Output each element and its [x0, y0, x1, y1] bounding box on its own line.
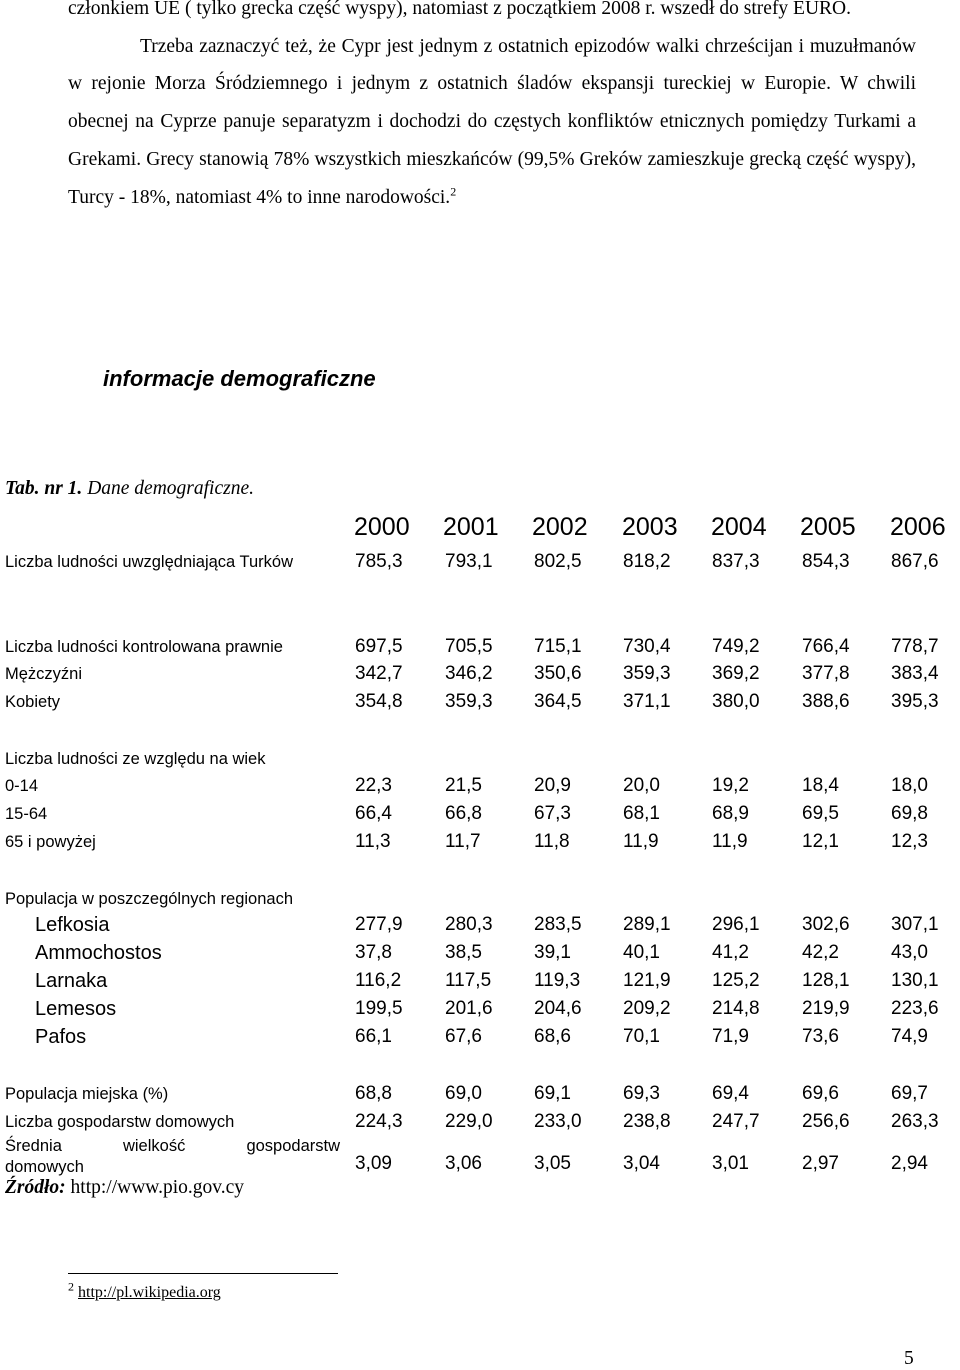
table-cell: 41,2: [712, 942, 749, 963]
row-label: [5, 1136, 340, 1178]
year-header: 2005: [800, 513, 856, 541]
row-label: Lefkosia: [35, 914, 110, 936]
row-label: 65 i powyżej: [5, 833, 96, 851]
row-label: Larnaka: [35, 970, 108, 992]
table-cell: 199,5: [355, 998, 403, 1019]
table-cell: 3,06: [445, 1153, 482, 1174]
table-caption-label: Tab. nr 1.: [5, 478, 83, 499]
table-cell: 68,8: [355, 1083, 392, 1104]
group-title-regions: [0, 885, 960, 913]
table-cell: 125,2: [712, 970, 760, 991]
table-cell: 66,4: [355, 803, 392, 824]
table-cell: 209,2: [623, 998, 671, 1019]
table-caption: [5, 478, 254, 500]
row-label: 15-64: [5, 805, 48, 823]
table-cell: 715,1: [534, 636, 582, 657]
main-paragraph-text: Trzeba zaznaczyć też, że Cypr jest jednym z ostatnich epizodów walki chrześcijan i muzułmanów w rejonie Morza Śródziemnego i jednym z ostatnich śladów ekspansji tureckiej w Europie. W chwili obecnej na Cyprze panuje separatyzm i dochodzi do częstych konfliktów etnicznych pomiędzy Turkami a Grekami. Grecy stanowią 78% wszystkich mieszkańców (99,5% Greków zamieszkuje grecką część wyspy), Turcy - 18%, natomiast 4% to inne narodowości.: [68, 35, 916, 208]
section-heading: informacje demograficzne: [103, 366, 376, 391]
table-cell: 371,1: [623, 691, 671, 712]
table-cell: 395,3: [891, 691, 939, 712]
intro-paragraph: członkiem UE ( tylko grecka część wyspy), natomiast z początkiem 2008 r. wszedł do strefy EURO.: [68, 0, 852, 19]
table-cell: 71,9: [712, 1026, 749, 1047]
table-row: [0, 800, 960, 828]
table-cell: 354,8: [355, 691, 403, 712]
table-cell: 3,01: [712, 1153, 749, 1174]
row-label: Liczba ludności uwzględniająca Turków: [5, 553, 293, 571]
table-cell: 802,5: [534, 551, 582, 572]
table-cell: 12,3: [891, 831, 928, 852]
table-cell: 342,7: [355, 663, 403, 684]
source-url: http://www.pio.gov.cy: [65, 1177, 245, 1198]
table-cell: 43,0: [891, 942, 928, 963]
table-cell: 66,8: [445, 803, 482, 824]
table-cell: 785,3: [355, 551, 403, 572]
table-cell: 68,1: [623, 803, 660, 824]
footnote-divider: [68, 1273, 338, 1274]
table-row: [0, 995, 960, 1023]
table-cell: 22,3: [355, 775, 392, 796]
year-header-row: [0, 513, 960, 541]
year-header: 2002: [532, 513, 588, 541]
table-cell: 705,5: [445, 636, 493, 657]
table-cell: 837,3: [712, 551, 760, 572]
source-line: [5, 1177, 244, 1199]
table-cell: 289,1: [623, 914, 671, 935]
table-cell: 346,2: [445, 663, 493, 684]
table-cell: 223,6: [891, 998, 939, 1019]
table-cell: 68,6: [534, 1026, 571, 1047]
table-cell: 296,1: [712, 914, 760, 935]
main-paragraph: [68, 28, 916, 217]
table-cell: 359,3: [623, 663, 671, 684]
table-row: [0, 688, 960, 716]
table-cell: 214,8: [712, 998, 760, 1019]
table-cell: 20,9: [534, 775, 571, 796]
table-cell: 121,9: [623, 970, 671, 991]
table-cell: 69,6: [802, 1083, 839, 1104]
table-cell: 238,8: [623, 1111, 671, 1132]
table-cell: 778,7: [891, 636, 939, 657]
table-cell: 12,1: [802, 831, 839, 852]
table-cell: 307,1: [891, 914, 939, 935]
table-cell: 67,3: [534, 803, 571, 824]
group-title-label: Populacja w poszczególnych regionach: [5, 890, 294, 908]
table-cell: 283,5: [534, 914, 582, 935]
year-header: 2006: [890, 513, 946, 541]
year-header: 2000: [354, 513, 410, 541]
row-label: Ammochostos: [35, 942, 162, 964]
table-cell: 247,7: [712, 1111, 760, 1132]
table-cell: 11,3: [355, 831, 391, 852]
table-cell: 364,5: [534, 691, 582, 712]
table-row: [0, 1108, 960, 1136]
table-cell: 69,8: [891, 803, 928, 824]
table-cell: 69,4: [712, 1083, 749, 1104]
table-cell: 369,2: [712, 663, 760, 684]
table-cell: 201,6: [445, 998, 493, 1019]
row-label-line1: Średnia wielkość gospodarstw: [5, 1137, 340, 1155]
page-number: 5: [904, 1348, 914, 1369]
row-label: Kobiety: [5, 693, 61, 711]
table-cell: 2,94: [891, 1153, 928, 1174]
table-cell: 11,9: [623, 831, 659, 852]
table-cell: 277,9: [355, 914, 403, 935]
table-cell: 730,4: [623, 636, 671, 657]
table-cell: 69,3: [623, 1083, 660, 1104]
table-cell: 229,0: [445, 1111, 493, 1132]
table-cell: 11,9: [712, 831, 748, 852]
table-row: [0, 772, 960, 800]
table-cell: 19,2: [712, 775, 749, 796]
table-cell: 383,4: [891, 663, 939, 684]
table-cell: 388,6: [802, 691, 850, 712]
table-cell: 280,3: [445, 914, 493, 935]
table-row: [0, 660, 960, 688]
table-cell: 766,4: [802, 636, 850, 657]
table-cell: 73,6: [802, 1026, 839, 1047]
table-cell: 233,0: [534, 1111, 582, 1132]
table-cell: 67,6: [445, 1026, 482, 1047]
table-cell: 116,2: [355, 970, 402, 991]
body-text: [68, 0, 916, 216]
year-header: 2001: [443, 513, 499, 541]
table-cell: 40,1: [623, 942, 660, 963]
table-cell: 224,3: [355, 1111, 403, 1132]
table-row: [0, 548, 960, 576]
table-cell: 302,6: [802, 914, 850, 935]
table-row: [0, 1137, 960, 1178]
table-cell: 18,0: [891, 775, 928, 796]
source-label: Źródło:: [5, 1177, 66, 1198]
table-cell: 39,1: [534, 942, 571, 963]
table-row: [0, 1080, 960, 1108]
footnote: [68, 1279, 221, 1302]
table-cell: 854,3: [802, 551, 850, 572]
table-cell: 867,6: [891, 551, 939, 572]
table-cell: 74,9: [891, 1026, 928, 1047]
table-cell: 37,8: [355, 942, 392, 963]
row-label: Lemesos: [35, 998, 117, 1020]
table-cell: 42,2: [802, 942, 839, 963]
table-row: [0, 939, 960, 967]
footnote-ref[interactable]: 2: [450, 184, 457, 199]
table-cell: 263,3: [891, 1111, 939, 1132]
table-cell: 3,04: [623, 1153, 660, 1174]
table-cell: 69,5: [802, 803, 839, 824]
table-cell: 21,5: [445, 775, 482, 796]
row-label-line2: domowych: [5, 1158, 84, 1176]
row-label: Liczba gospodarstw domowych: [5, 1113, 235, 1131]
table-cell: 20,0: [623, 775, 660, 796]
table-row: [0, 1023, 960, 1051]
row-label: 0-14: [5, 777, 39, 795]
table-cell: 70,1: [623, 1026, 660, 1047]
table-cell: 69,7: [891, 1083, 928, 1104]
table-cell: 204,6: [534, 998, 582, 1019]
table-cell: 749,2: [712, 636, 760, 657]
table-cell: 119,3: [534, 970, 581, 991]
footnote-link[interactable]: http://pl.wikipedia.org: [78, 1284, 221, 1301]
row-label: Mężczyźni: [5, 665, 83, 683]
table-cell: 38,5: [445, 942, 482, 963]
table-cell: 2,97: [802, 1153, 839, 1174]
table-cell: 68,9: [712, 803, 749, 824]
table-cell: 18,4: [802, 775, 839, 796]
table-row: [0, 633, 960, 661]
table-cell: 359,3: [445, 691, 493, 712]
table-cell: 11,8: [534, 831, 570, 852]
table-cell: 350,6: [534, 663, 582, 684]
table-cell: 697,5: [355, 636, 403, 657]
row-label: Liczba ludności kontrolowana prawnie: [5, 638, 283, 656]
table-cell: 69,1: [534, 1083, 571, 1104]
row-label: Pafos: [35, 1026, 87, 1048]
table-row: [0, 967, 960, 995]
table-cell: 128,1: [802, 970, 850, 991]
footnote-number: 2: [68, 1279, 74, 1294]
table-row: [0, 828, 960, 856]
table-cell: 793,1: [445, 551, 493, 572]
row-label: Populacja miejska (%): [5, 1085, 169, 1103]
table-cell: 3,05: [534, 1153, 571, 1174]
table-cell: 818,2: [623, 551, 671, 572]
year-header: 2003: [622, 513, 678, 541]
table-cell: 130,1: [891, 970, 939, 991]
group-title-age: [0, 745, 960, 773]
group-title-label: Liczba ludności ze względu na wiek: [5, 750, 266, 768]
table-caption-text: Dane demograficzne.: [82, 478, 254, 499]
table-row: [0, 911, 960, 939]
table-cell: 11,7: [445, 831, 481, 852]
table-cell: 3,09: [355, 1153, 392, 1174]
year-header: 2004: [711, 513, 767, 541]
table-cell: 377,8: [802, 663, 850, 684]
table-cell: 219,9: [802, 998, 850, 1019]
table-cell: 66,1: [355, 1026, 392, 1047]
table-cell: 380,0: [712, 691, 760, 712]
table-cell: 256,6: [802, 1111, 850, 1132]
table-cell: 117,5: [445, 970, 492, 991]
table-cell: 69,0: [445, 1083, 482, 1104]
